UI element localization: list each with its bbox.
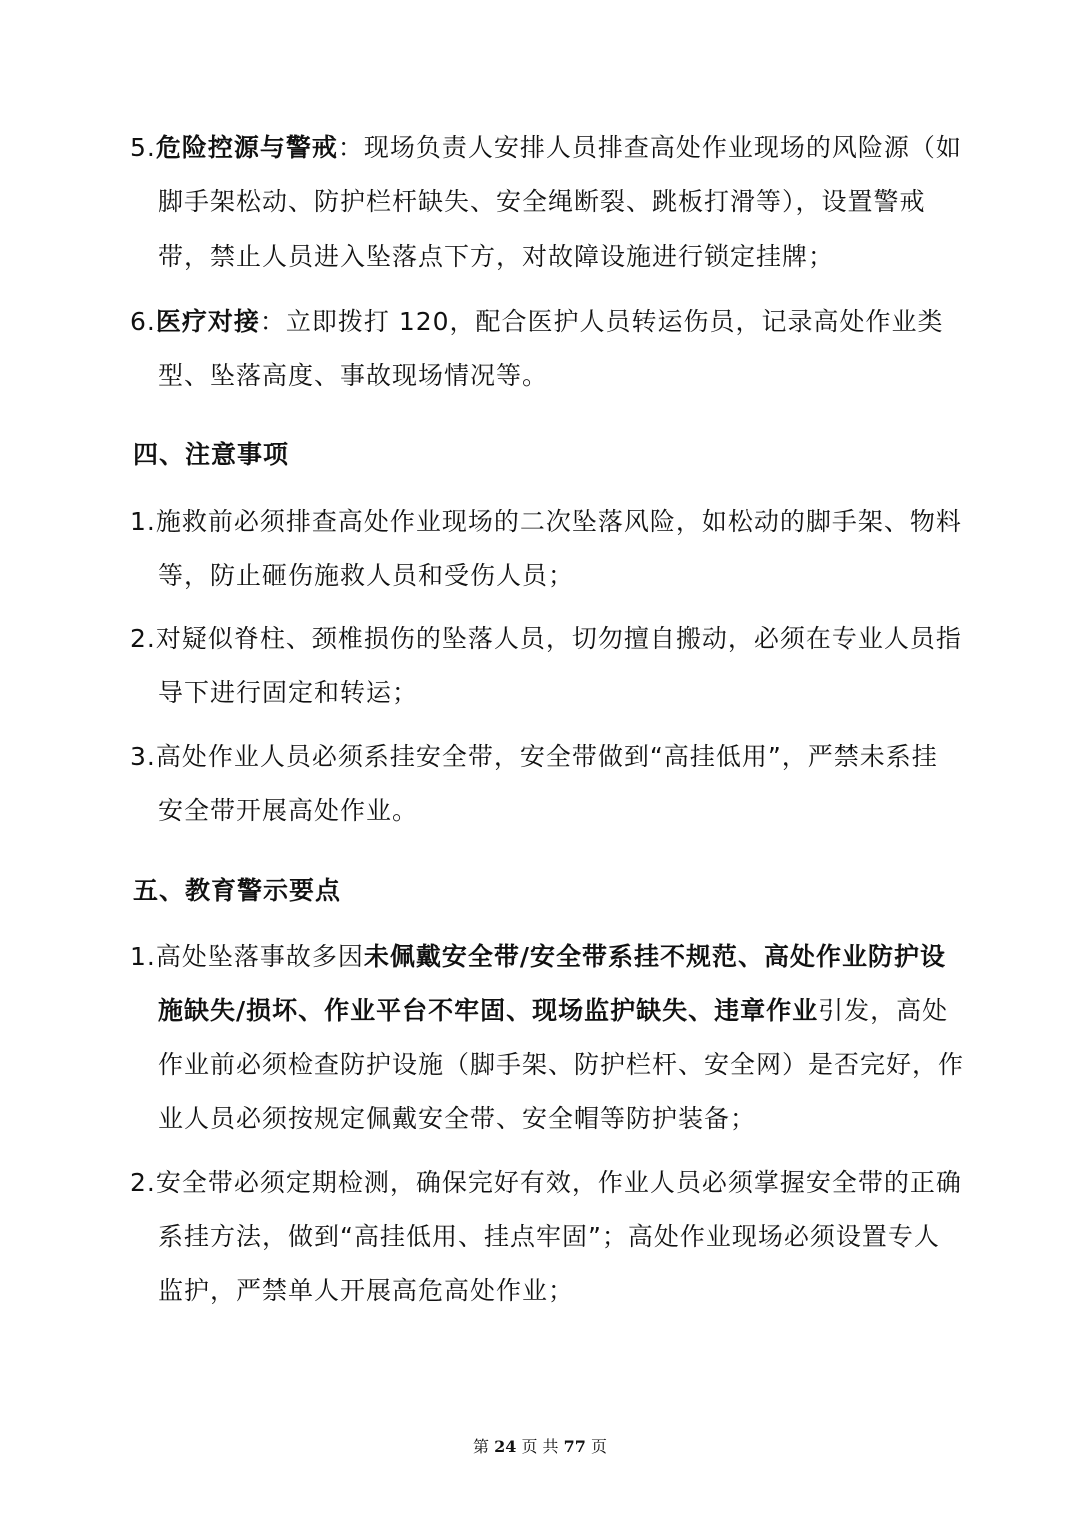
section-heading-4: 四、注意事项	[133, 440, 290, 469]
section4-item-1-line-2: 等，防止砸伤施救人员和受伤人员；	[158, 561, 575, 590]
item-number: 3.	[130, 742, 156, 771]
list-item-5-line-3: 带，禁止人员进入坠落点下方，对故障设施进行锁定挂牌；	[158, 242, 835, 271]
section5-item-1-line-2	[158, 996, 948, 1026]
item-title: 医疗对接	[155, 307, 260, 336]
list-item-5-line-1	[130, 133, 962, 163]
section4-item-1-line-1	[130, 507, 962, 537]
item-text: 安全带必须定期检测，确保完好有效，作业人员必须掌握安全带的正确	[155, 1168, 962, 1197]
item-number: 1.	[130, 507, 156, 536]
item-number: 5.	[130, 133, 156, 162]
item-colon: ：	[259, 307, 286, 336]
item-text: 施救前必须排查高处作业现场的二次坠落风险，如松动的脚手架、物料	[155, 507, 962, 536]
footer-suffix: 页	[591, 1437, 608, 1456]
list-item-6-line-1	[130, 307, 944, 337]
page-footer	[0, 1434, 1080, 1457]
list-item-6-line-2: 型、坠落高度、事故现场情况等。	[158, 361, 549, 390]
item-colon: ：	[337, 133, 364, 162]
section5-item-1-line-4: 业人员必须按规定佩戴安全带、安全帽等防护装备；	[158, 1104, 757, 1133]
section5-item-2-line-2: 系挂方法，做到“高挂低用、挂点牢固”；高处作业现场必须设置专人	[158, 1222, 940, 1251]
item-emphasis: 施缺失/损坏、作业平台不牢固、现场监护缺失、违章作业	[158, 996, 819, 1025]
item-text: 高处坠落事故多因	[155, 942, 364, 971]
section4-item-2-line-2: 导下进行固定和转运；	[158, 678, 419, 707]
item-text: 引发，高处	[818, 996, 949, 1025]
item-number: 2.	[130, 1168, 156, 1197]
item-text: 立即拨打 120，配合医护人员转运伤员，记录高处作业类	[285, 307, 944, 336]
item-number: 1.	[130, 942, 156, 971]
section5-item-2-line-3: 监护，严禁单人开展高危高处作业；	[158, 1276, 575, 1305]
footer-prefix: 第	[472, 1437, 489, 1456]
item-number: 6.	[130, 307, 156, 336]
item-text: 现场负责人安排人员排查高处作业现场的风险源（如	[363, 133, 962, 162]
item-emphasis: 未佩戴安全带/安全带系挂不规范、高处作业防护设	[363, 942, 947, 971]
section5-item-2-line-1	[130, 1168, 962, 1198]
section4-item-3-line-2: 安全带开展高处作业。	[158, 796, 419, 825]
section5-item-1-line-3: 作业前必须检查防护设施（脚手架、防护栏杆、安全网）是否完好，作	[158, 1050, 965, 1079]
item-title: 危险控源与警戒	[155, 133, 338, 162]
total-page-number: 77	[563, 1437, 586, 1456]
section-heading-5: 五、教育警示要点	[133, 876, 342, 905]
list-item-5-line-2: 脚手架松动、防护栏杆缺失、安全绳断裂、跳板打滑等），设置警戒	[158, 187, 926, 216]
section4-item-2-line-1	[130, 624, 962, 654]
section4-item-3-line-1	[130, 742, 938, 772]
item-text: 对疑似脊柱、颈椎损伤的坠落人员，切勿擅自搬动，必须在专业人员指	[155, 624, 962, 653]
item-text: 高处作业人员必须系挂安全带，安全带做到“高挂低用”，严禁未系挂	[155, 742, 938, 771]
footer-mid: 页 共	[521, 1437, 559, 1456]
item-number: 2.	[130, 624, 156, 653]
current-page-number: 24	[494, 1437, 517, 1456]
section5-item-1-line-1	[130, 942, 946, 972]
